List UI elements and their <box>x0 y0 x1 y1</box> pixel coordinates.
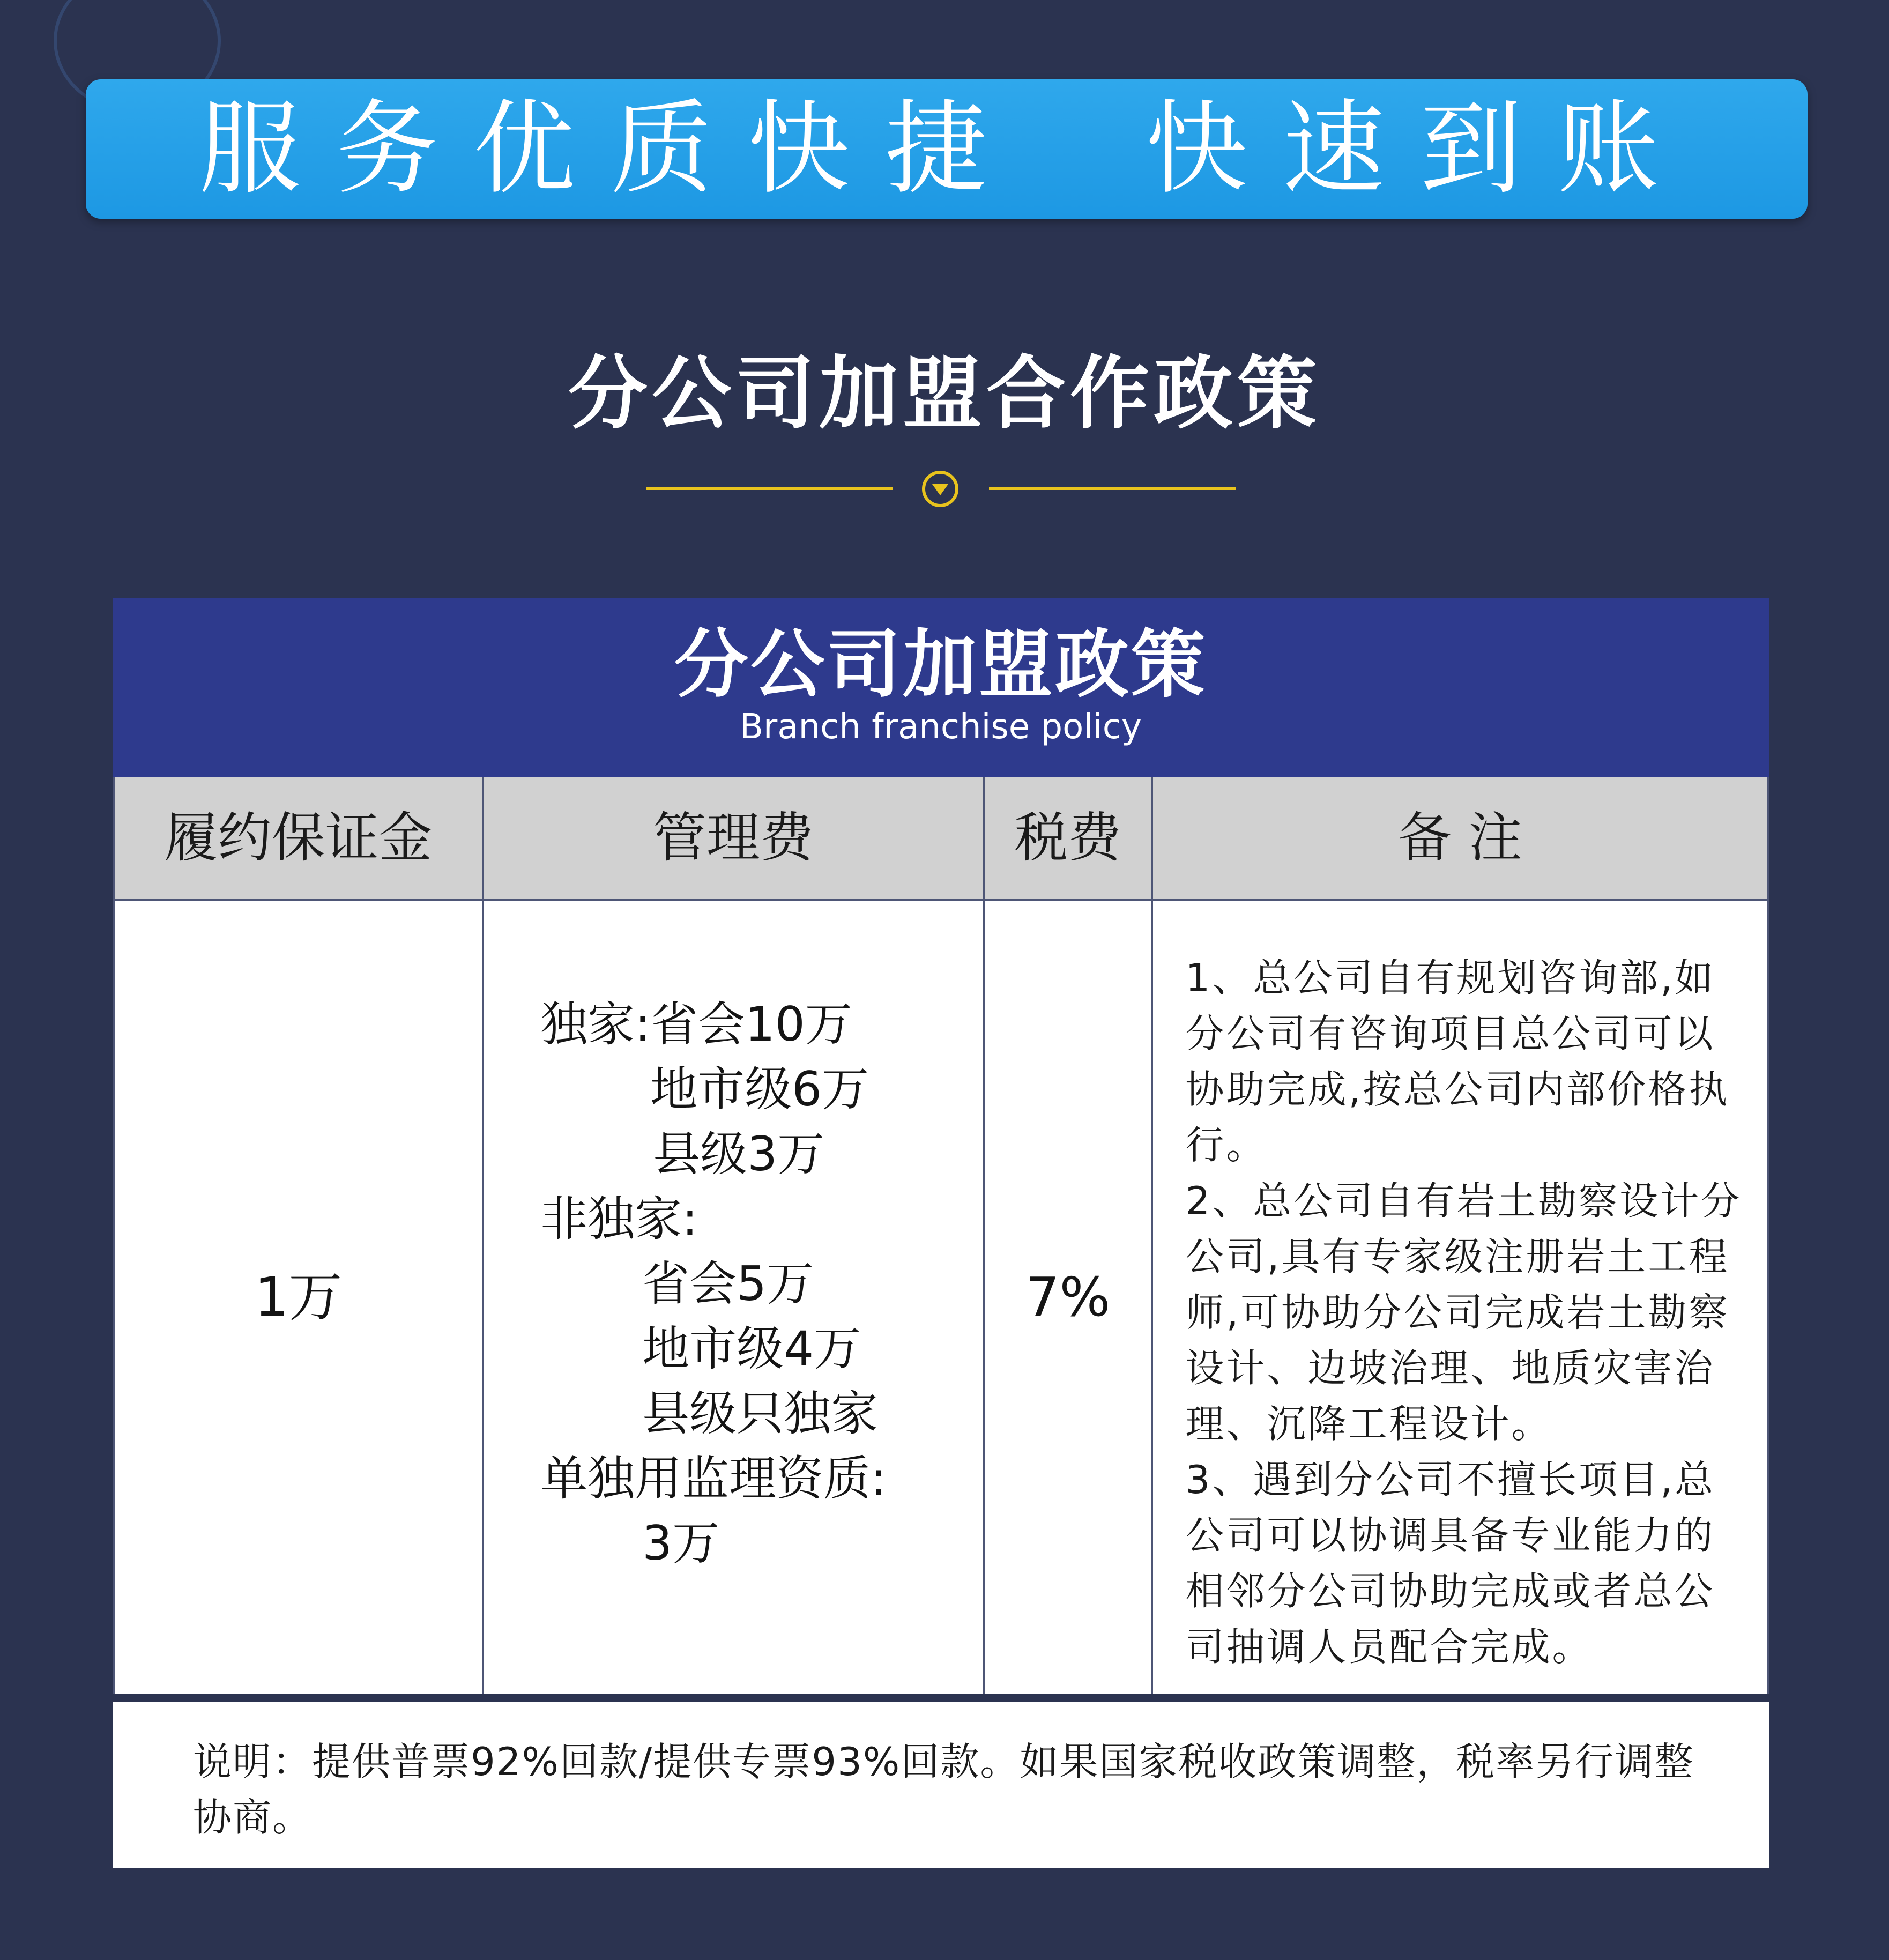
policy-table <box>113 598 1769 1868</box>
fee-line: 独家:省会10万 <box>540 997 852 1052</box>
fee-line: 3万 <box>642 1516 720 1571</box>
service-banner <box>86 79 1808 219</box>
column-header-management-fee: 管理费 <box>484 777 983 901</box>
tax-value: 7% <box>1025 1266 1111 1328</box>
table-subtitle: Branch franchise policy <box>740 707 1142 747</box>
tax-cell <box>985 901 1151 1694</box>
banner-right-text: 快速到账 <box>1146 90 1695 208</box>
remarks-list <box>1185 950 1743 1675</box>
fee-line: 非独家: <box>540 1191 698 1246</box>
divider-right-line <box>989 487 1236 490</box>
section-title: 分公司加盟合作政策 <box>568 347 1321 440</box>
column-header-remarks: 备 注 <box>1153 777 1767 901</box>
fee-line: 单独用监理资质: <box>540 1451 887 1506</box>
fee-line: 地市级4万 <box>642 1321 861 1376</box>
deposit-cell <box>115 901 482 1694</box>
policy-note-text: 说明：提供普票92%回款/提供专票93%回款。如果国家税收政策调整，税率另行调整协商。 <box>193 1739 1694 1840</box>
fee-line: 县级3万 <box>653 1126 825 1182</box>
remark-item: 1、总公司自有规划咨询部,如分公司有咨询项目总公司可以协助完成,按总公司内部价格执行。 <box>1185 955 1730 1168</box>
policy-note <box>113 1702 1769 1868</box>
table-grid <box>113 777 1769 1694</box>
remark-item: 3、遇到分公司不擅长项目,总公司可以协调具备专业能力的相邻分公司协助完成或者总公司抽调人员配合完成。 <box>1185 1457 1716 1669</box>
chevron-down-circle-icon <box>921 470 960 508</box>
divider-left-line <box>646 487 893 490</box>
banner-left-text: 服务优质快捷 <box>198 90 1022 208</box>
table-title: 分公司加盟政策 <box>674 621 1207 708</box>
column-header-deposit: 履约保证金 <box>115 777 482 901</box>
fee-line: 地市级6万 <box>650 1061 869 1117</box>
management-fee-column <box>484 777 985 1694</box>
remarks-cell <box>1153 901 1767 1694</box>
remarks-column <box>1153 777 1769 1694</box>
management-fee-list <box>540 992 887 1576</box>
remark-item: 2、总公司自有岩土勘察设计分公司,具有专家级注册岩土工程师,可协助分公司完成岩土勘察设计、边坡治理、地质灾害治理、沉降工程设计。 <box>1185 1178 1742 1446</box>
fee-line: 省会5万 <box>642 1256 814 1311</box>
table-header <box>113 598 1769 777</box>
deposit-value: 1万 <box>254 1266 343 1328</box>
tax-column <box>985 777 1154 1694</box>
deposit-column <box>115 777 484 1694</box>
column-header-tax: 税费 <box>985 777 1151 901</box>
management-fee-cell <box>484 901 983 1694</box>
fee-line: 县级只独家 <box>642 1386 879 1441</box>
